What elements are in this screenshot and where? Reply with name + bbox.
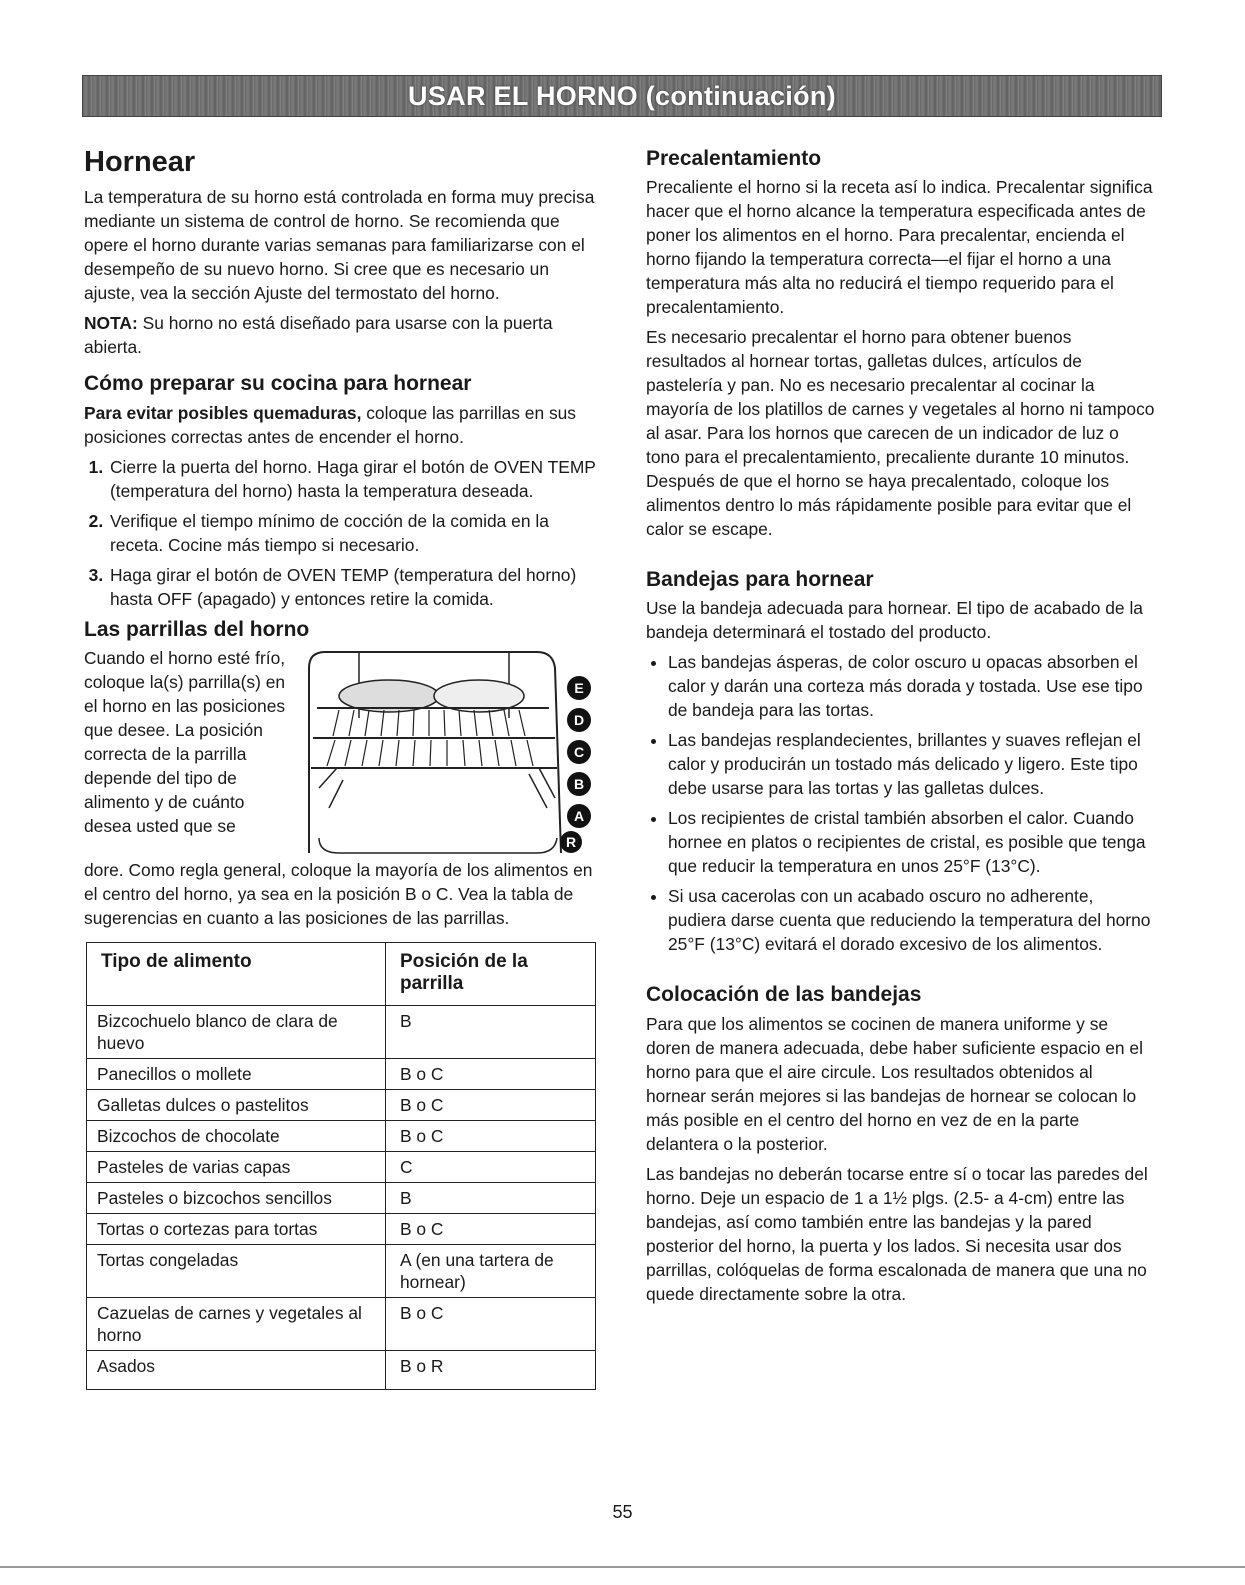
rack-label-e: E [574, 679, 584, 696]
table-cell-food: Pasteles de varias capas [87, 1151, 386, 1182]
note-label: NOTA: [84, 313, 138, 334]
table-row [87, 1089, 596, 1120]
table-header-position: Posición de la parrilla [386, 942, 596, 1005]
rack-after-text: dore. Como regla general, coloque la mayoría de los alimentos en el centro del horno, ya sea en la posición B o C. Vea la tabla de sugerencias en cuanto a las posiciones de las parrillas. [84, 859, 593, 928]
prep-text: coloque las parrillas en sus posiciones correctas antes de encender el horno. [84, 402, 577, 447]
paragraph-colocacion-1: Para que los alimentos se cocinen de manera uniforme y se doren de manera adecuada, debe haber suficiente espacio en el horno para que el aire circule. Los resultados obtenidos al hornear serán mejores si las bandejas de hornear se colocan lo más posible en el centro del horno en vez de en la parte delantera o la posterior. [646, 1013, 1143, 1154]
footer-rule [0, 1566, 1245, 1568]
heading-precalentamiento: Precalentamiento [646, 147, 822, 170]
heading-parrillas: Las parrillas del horno [84, 617, 310, 641]
table-cell-position: B o C [386, 1213, 596, 1244]
heading-hornear: Hornear [84, 146, 196, 178]
left-column [84, 138, 604, 1390]
table-row [87, 1182, 596, 1213]
table-row [87, 1244, 596, 1297]
table-cell-food: Cazuelas de carnes y vegetales al horno [87, 1297, 386, 1350]
table-cell-food: Pasteles o bizcochos sencillos [87, 1182, 386, 1213]
oven-rack-diagram [299, 648, 599, 858]
bullet-item: • Los recipientes de cristal también absorben el calor. Cuando hornee en platos o recipientes de cristal, es posible que tenga que reducir la temperatura en unos 25°F (13°C). [668, 806, 1156, 878]
table-cell-food: Bizcochos de chocolate [87, 1120, 386, 1151]
paragraph-hornear: La temperatura de su horno está controlada en forma muy precisa mediante un sistema de control de horno. Se recomienda que opere el horno durante varias semanas para familiarizarse con el desempeño de su nuevo horno. Si cree que es necesario un ajuste, vea la sección Ajuste del termostato del horno. [84, 187, 595, 304]
rack-position-table [86, 942, 596, 1390]
table-cell-position: B o C [386, 1058, 596, 1089]
rack-side-text: Cuando el horno esté frío, coloque la(s) parrilla(s) en el horno en las posiciones que desee. La posición correcta de la parrilla depende del tipo de alimento y de cuánto desea usted que se [84, 647, 286, 836]
note-paragraph [84, 311, 604, 359]
table-row [87, 1151, 596, 1182]
prep-warning: Para evitar posibles quemaduras, [84, 402, 362, 423]
table-cell-position: B [386, 1005, 596, 1058]
prep-steps [84, 455, 604, 611]
rack-label-r: R [565, 833, 577, 850]
rack-label-a: A [573, 807, 585, 824]
table-header-row [87, 942, 596, 1005]
table-cell-food: Tortas congeladas [87, 1244, 386, 1297]
paragraph-precal-2: Es necesario precalentar el horno para obtener buenos resultados al hornear tortas, galletas dulces, artículos de pastelería y pan. No es necesario precalentar al cocinar la mayoría de los platillos de carnes y vegetales al horno ni tampoco al asar. Para los hornos que carecen de un indicador de luz o tono para el precalentamiento, precaliente durante 10 minutos. Después de que el horno se haya precalentado, coloque los alimentos dentro lo más rápidamente posible para evitar que el calor se escape. [646, 327, 1155, 540]
prep-paragraph [84, 401, 604, 449]
paragraph-bandejas: Use la bandeja adecuada para hornear. El tipo de acabado de la bandeja determinará el tostado del producto. [646, 598, 1143, 643]
table-cell-food: Galletas dulces o pastelitos [87, 1089, 386, 1120]
table-row [87, 1350, 596, 1389]
rack-section [84, 646, 604, 858]
rack-label-b: B [573, 775, 585, 792]
note-text: Su horno no está diseñado para usarse con la puerta abierta. [84, 313, 553, 358]
rack-label-c: C [573, 743, 585, 760]
prep-step: 3. Haga girar el botón de OVEN TEMP (temperatura del horno) hasta OFF (apagado) y entonces retire la comida. [108, 563, 604, 611]
table-cell-food: Panecillos o mollete [87, 1058, 386, 1089]
table-cell-food: Asados [87, 1350, 386, 1389]
table-cell-position: B o C [386, 1297, 596, 1350]
section-banner [82, 75, 1162, 117]
table-cell-position: C [386, 1151, 596, 1182]
right-column [646, 138, 1156, 1312]
prep-step: 2. Verifique el tiempo mínimo de cocción de la comida en la receta. Cocine más tiempo si necesario. [108, 509, 604, 557]
bullet-item: • Las bandejas resplandecientes, brillantes y suaves reflejan el calor y producirán un tostado más delicado y ligero. Este tipo debe usarse para las tortas y las galletas dulces. [668, 728, 1156, 800]
paragraph-colocacion-2: Las bandejas no deberán tocarse entre sí o tocar las paredes del horno. Deje un espacio de 1 a 1½ plgs. (2.5- a 4-cm) entre las bandejas, así como también entre las bandejas y la pared posterior del horno, la puerta y los lados. Si necesita usar dos parrillas, colóquelas de forma escalonada de manera que una no quede directamente sobre la otra. [646, 1163, 1148, 1304]
prep-step: 1. Cierre la puerta del horno. Haga girar el botón de OVEN TEMP (temperatura del horno) hasta la temperatura deseada. [108, 455, 604, 503]
bandejas-bullets [646, 650, 1156, 956]
table-row [87, 1005, 596, 1058]
table-row [87, 1058, 596, 1089]
heading-colocacion: Colocación de las bandejas [646, 983, 922, 1007]
page-number: 55 [612, 1502, 633, 1522]
paragraph-precal-1: Precaliente el horno si la receta así lo indica. Precalentar significa hacer que el horno alcance la temperatura especificada antes de poner los alimentos en el horno. Para precalentar, encienda el horno fijando la temperatura correcta—el fijar el horno a una temperatura más alta no reducirá el tiempo requerido para el precalentamiento. [646, 177, 1153, 318]
table-cell-position: B o R [386, 1350, 596, 1389]
table-cell-food: Tortas o cortezas para tortas [87, 1213, 386, 1244]
table-cell-position: B o C [386, 1120, 596, 1151]
table-cell-food: Bizcochuelo blanco de clara de huevo [87, 1005, 386, 1058]
table-cell-position: B [386, 1182, 596, 1213]
heading-bandejas: Bandejas para hornear [646, 568, 874, 592]
bullet-item: • Las bandejas ásperas, de color oscuro u opacas absorben el calor y darán una corteza más dorada y tostada. Use ese tipo de bandeja para las tortas. [668, 650, 1156, 722]
table-row [87, 1213, 596, 1244]
heading-preparar: Cómo preparar su cocina para hornear [84, 372, 472, 396]
table-row [87, 1120, 596, 1151]
table-header-food: Tipo de alimento [87, 942, 386, 1005]
table-row [87, 1297, 596, 1350]
banner-title: USAR EL HORNO (continuación) [408, 80, 836, 111]
bullet-item: • Si usa cacerolas con un acabado oscuro no adherente, pudiera darse cuenta que reduciendo la temperatura del horno 25°F (13°C) evitará el dorado excesivo de los alimentos. [668, 884, 1156, 956]
table-cell-position: A (en una tartera de hornear) [386, 1244, 596, 1297]
table-cell-position: B o C [386, 1089, 596, 1120]
rack-label-d: D [573, 711, 585, 728]
